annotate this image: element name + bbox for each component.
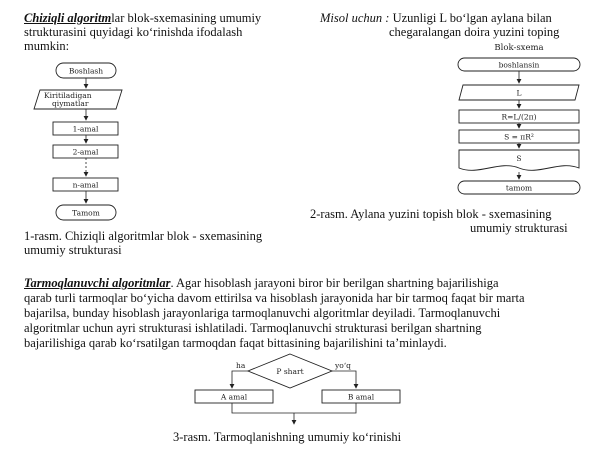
- fig3-branch-a-label: A amal: [220, 392, 248, 402]
- example-prefix: Misol uchun :: [320, 11, 390, 25]
- fig3-branch-b-label: B amal: [347, 392, 375, 402]
- section-line3: bajarilsa, bunday hisoblash jarayonlariga tarmoqlanuvchi algoritmlar deyiladi. Tarmoqlanuvchi: [24, 306, 501, 320]
- fig1-step2-label: 2-amal: [72, 147, 99, 157]
- section-text-1: . Agar hisoblash jarayoni biror bir berilgan shartning bajarilishiga: [170, 276, 499, 290]
- figure-1-linear-flowchart: [34, 63, 122, 220]
- figure-3-branching-flowchart: [195, 354, 400, 424]
- fig1-start-label: Boshlash: [68, 66, 104, 76]
- fig1-input-label-2: qiymatlar: [52, 99, 89, 108]
- fig3-yes-label: ha: [236, 361, 246, 370]
- fig2-heading: Blok-sxema: [494, 43, 544, 53]
- fig2-caption-line2: umumiy strukturasi: [470, 221, 568, 235]
- linear-algorithm-title: Chiziqli algoritm: [24, 11, 112, 25]
- fig1-caption-line1: 1-rasm. Chiziqli algoritmlar blok - sxemasining: [24, 229, 263, 243]
- fig2-output-label: S: [516, 154, 522, 163]
- fig2-start-label: boshlansin: [498, 60, 540, 70]
- right-intro-line2: chegaralangan doira yuzini toping: [389, 25, 560, 39]
- section-line4: algoritmlar uchun ayri strukturasi ishlatiladi. Tarmoqlanuvchi strukturasi berilgan shartning: [24, 321, 482, 335]
- section-line1: [24, 276, 499, 290]
- left-intro-line2: strukturasini quyidagi ko‘rinishda ifodalash: [24, 25, 243, 39]
- fig3-condition-label: P shart: [276, 367, 304, 376]
- figure-2-circle-area-flowchart: [458, 43, 580, 194]
- fig1-step1-label: 1-amal: [72, 124, 99, 134]
- fig2-end-label: tamom: [505, 183, 533, 193]
- fig2-area-label: S = πR²: [504, 132, 534, 142]
- fig3-no-label: yo‘q: [335, 361, 351, 370]
- fig2-input-label: L: [516, 88, 522, 98]
- fig3-caption: 3-rasm. Tarmoqlanishning umumiy ko‘rinishi: [173, 430, 402, 444]
- branching-algorithm-title: Tarmoqlanuvchi algoritmlar: [24, 276, 171, 290]
- section-line5: bajarilishiga qarab ko‘rsatilgan tarmoqdan faqat bittasining bajarilishini ta’minlaydi.: [24, 336, 447, 350]
- fig1-stepn-label: n-amal: [72, 180, 99, 190]
- fig1-input-label-1: Kiritiladigan: [44, 91, 92, 100]
- left-intro-line3: mumkin:: [24, 39, 70, 53]
- fig2-caption-line1: 2-rasm. Aylana yuzini topish blok - sxemasining: [310, 207, 552, 221]
- fig1-caption-line2: umumiy strukturasi: [24, 243, 122, 257]
- fig2-radius-label: R=L/(2π): [501, 112, 537, 122]
- section-line2: qarab turli tarmoqlar bo‘yicha davom ettirilsa va hisoblash jarayonida har bir tarmoq faqat bir marta: [24, 291, 525, 305]
- fig1-end-label: Tamom: [72, 208, 100, 218]
- right-intro-text: Uzunligi L bo‘lgan aylana bilan: [389, 11, 552, 25]
- left-intro-text: lar blok-sxemasining umumiy: [111, 11, 262, 25]
